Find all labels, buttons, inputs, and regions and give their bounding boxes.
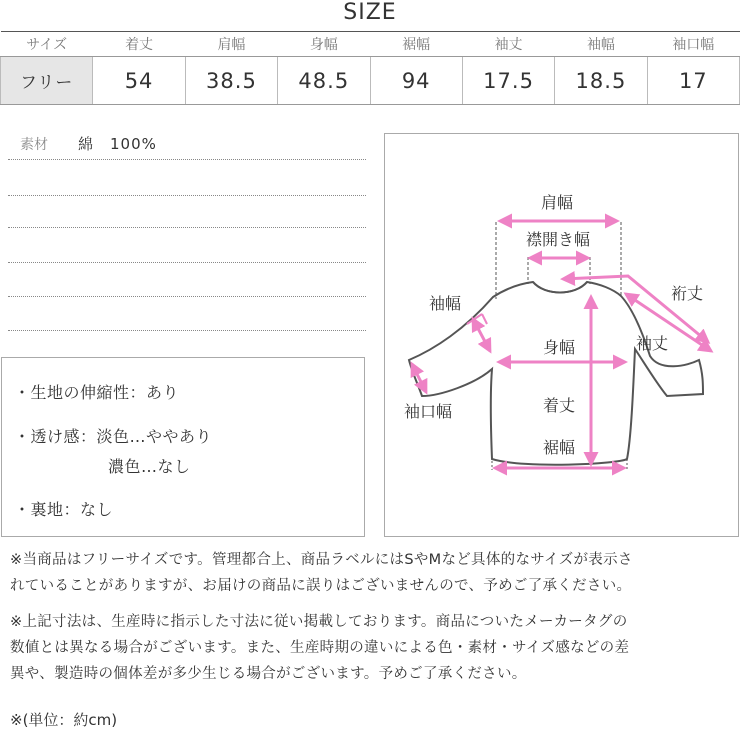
label-yuki: 裄丈 [670,284,704,303]
note-line: れていることがありますが、お届けの商品に誤りはございませんので、予めご了承ください。 [10,578,632,594]
garment-diagram-svg [385,134,740,538]
cell-size: フリー [1,57,93,105]
dotted-divider [8,262,366,263]
dotted-divider [8,195,366,196]
note-measurements [10,609,738,687]
cell-sleeve-width: 18.5 [555,57,647,105]
label-length: 着丈 [542,396,576,415]
dotted-divider [8,227,366,228]
material-label: 素材 [20,137,48,153]
header-sleeve-length: 袖丈 [462,32,554,57]
header-length: 着丈 [93,32,185,57]
garment-diagram [384,133,739,537]
stretch-property: ・生地の伸縮性：あり [14,383,180,402]
size-table-header [1,32,740,57]
cell-shoulder: 38.5 [185,57,277,105]
label-sleeve-width: 袖幅 [428,294,462,313]
note-line: ※上記寸法は、生産時に指示した寸法に従い掲載しております。商品についたメーカータグの [10,614,628,630]
cell-hem: 94 [370,57,462,105]
dotted-divider [8,330,366,331]
cell-cuff: 17 [647,57,739,105]
size-title: SIZE [343,0,397,25]
label-shoulder: 肩幅 [540,193,574,212]
header-shoulder: 肩幅 [185,32,277,57]
header-size: サイズ [1,32,93,57]
fabric-properties-box [1,357,365,537]
cell-length: 54 [93,57,185,105]
sleeve-width-tick [482,314,487,324]
lining-property: ・裏地：なし [14,500,114,519]
label-body-width: 身幅 [542,338,576,357]
unit-note: ※(単位：約cm) [10,711,118,729]
sheer-property-dark: 濃色…なし [108,457,191,476]
note-free-size [10,547,738,599]
cell-sleeve-length: 17.5 [462,57,554,105]
note-line: 異や、製造時の個体差が多少生じる場合がございます。予めご了承ください。 [10,666,527,682]
note-line: 数値とは異なる場合がございます。また、生産時期の違いによる色・素材・サイズ感などの差 [10,640,630,656]
collar-line [533,282,587,293]
sleeve-width-arrow [473,319,490,351]
header-body-width: 身幅 [278,32,370,57]
header-cuff: 袖口幅 [647,32,739,57]
label-sleeve-length: 袖丈 [635,334,669,353]
size-table [0,31,740,105]
material-value: 綿 100% [78,135,157,153]
note-line: ※当商品はフリーサイズです。管理都合上、商品ラベルにはSやMなど具体的なサイズが表示さ [10,552,633,568]
cell-body-width: 48.5 [278,57,370,105]
header-hem: 裾幅 [370,32,462,57]
sheer-property: ・透け感：淡色…ややあり [14,427,213,446]
material-row [8,130,366,160]
table-row [1,57,740,105]
label-hem: 裾幅 [542,438,576,457]
header-sleeve-width: 袖幅 [555,32,647,57]
label-cuff: 袖口幅 [403,402,453,421]
label-neck: 襟開き幅 [525,230,591,249]
dotted-divider [8,296,366,297]
